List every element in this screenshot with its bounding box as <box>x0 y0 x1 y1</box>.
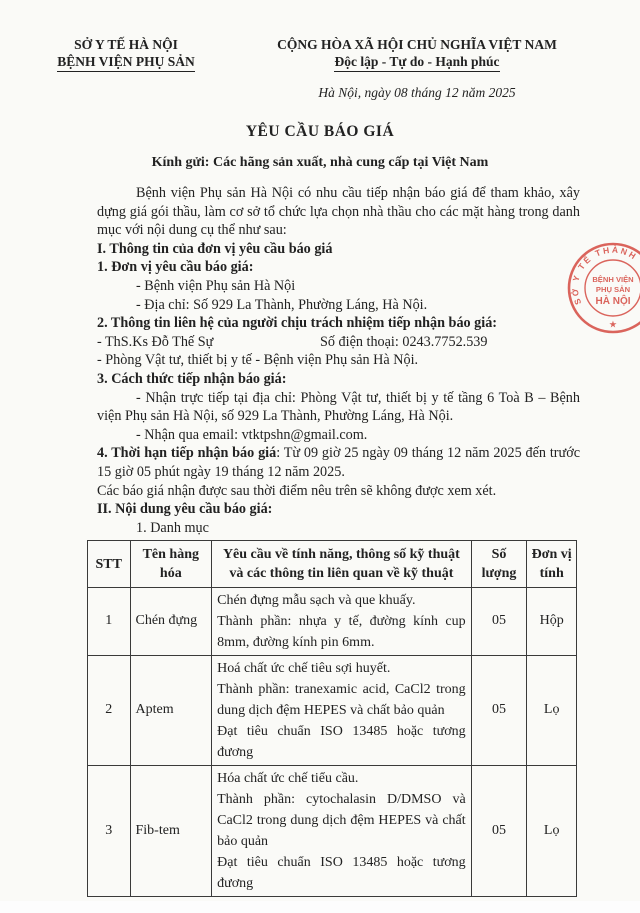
spec-line: Thành phần: cytochalasin D/DMSO và CaCl2 trong dung dịch đệm HEPES và chất bảo quản <box>217 792 466 850</box>
sub4-heading: 4. Thời hạn tiếp nhận báo giá <box>97 445 277 462</box>
section2-heading: II. Nội dung yêu cầu báo giá: <box>97 501 273 518</box>
spec-line: Chén đựng mẫu sạch và que khuấy. <box>217 593 416 609</box>
cell-spec <box>212 656 472 766</box>
cell-name: Aptem <box>130 656 212 766</box>
header-row <box>88 541 577 588</box>
national-motto-line2: Độc lập - Tự do - Hạnh phúc <box>252 53 582 72</box>
deadline-note: Các báo giá nhận được sau thời điểm nêu trên sẽ không được xem xét. <box>97 482 497 499</box>
spec-line: Đạt tiêu chuẩn ISO 13485 hoặc tương đương <box>217 855 466 892</box>
contact-row <box>97 333 580 352</box>
cell-name: Fib-tem <box>130 766 212 897</box>
stamp-star-icon: ★ <box>609 320 617 329</box>
spec-line: Hoá chất ức chế tiêu sợi huyết. <box>217 661 391 677</box>
intro-paragraph: Bệnh viện Phụ sản Hà Nội có nhu cầu tiếp nhận báo giá để tham khảo, xây dựng giá gói thầu, làm cơ sở tổ chức lựa chọn nhà thầu cho các mặt hàng trong danh mục với nội dung cụ thể như sau: <box>97 185 580 239</box>
document-body <box>97 184 580 897</box>
receive-in-person: - Nhận trực tiếp tại địa chỉ: Phòng Vật tư, thiết bị y tế tầng 6 Toà B – Bệnh viện Phụ sản Hà Nội, số 929 La Thành, Phường Láng, Hà Nội. <box>97 389 580 425</box>
unit-address: - Địa chỉ: Số 929 La Thành, Phường Láng, Hà Nội. <box>136 296 428 313</box>
cell-stt: 1 <box>88 588 131 656</box>
items-table-head <box>88 541 577 588</box>
cell-unit: Lọ <box>527 656 577 766</box>
spec-line: Thành phần: tranexamic acid, CaCl2 trong dung dịch đệm HEPES và chất bảo quản <box>217 682 466 719</box>
sub1-heading: 1. Đơn vị yêu cầu báo giá: <box>97 259 254 276</box>
national-motto-line1: CỘNG HÒA XÃ HỘI CHỦ NGHĨA VIỆT NAM <box>277 37 557 52</box>
col-header-name: Tên hàng hóa <box>130 541 212 588</box>
official-red-stamp <box>551 226 640 350</box>
salutation: Kính gửi: Các hãng sản xuất, nhà cung cấp tại Việt Nam <box>151 155 489 170</box>
col-header-qty: Số lượng <box>471 541 527 588</box>
scan-edge-artifact <box>0 901 640 913</box>
issuing-org-block <box>0 36 252 101</box>
national-header-block <box>252 36 582 101</box>
spec-line: Thành phần: nhựa y tế, đường kính cup 8mm, đường kính pin 6mm. <box>217 614 466 651</box>
sub3-heading: 3. Cách thức tiếp nhận báo giá: <box>97 370 287 387</box>
spec-line: Đạt tiêu chuẩn ISO 13485 hoặc tương đương <box>217 724 466 761</box>
contact-name: - ThS.Ks Đỗ Thế Sự <box>97 333 214 350</box>
col-header-stt: STT <box>88 541 131 588</box>
receive-by-email: - Nhận qua email: vtktpshn@gmail.com. <box>136 426 368 443</box>
contact-phone: Số điện thoại: 0243.7752.539 <box>320 333 488 350</box>
stamp-center-line1: BỆNH VIỆN <box>592 275 634 284</box>
table-row <box>88 588 577 656</box>
cell-name: Chén đựng <box>130 588 212 656</box>
cell-spec <box>212 588 472 656</box>
page-title: YÊU CẦU BÁO GIÁ <box>245 123 395 140</box>
cell-spec <box>212 766 472 897</box>
section1-heading: I. Thông tin của đơn vị yêu cầu báo giá <box>97 240 333 257</box>
org-name: BỆNH VIỆN PHỤ SẢN <box>0 53 252 72</box>
cell-qty: 05 <box>471 766 527 897</box>
cell-stt: 3 <box>88 766 131 897</box>
items-table-body <box>88 588 577 897</box>
cell-qty: 05 <box>471 588 527 656</box>
date-line: Hà Nội, ngày 08 tháng 12 năm 2025 <box>318 85 516 100</box>
items-table <box>87 540 577 897</box>
requesting-unit: - Bệnh viện Phụ sản Hà Nội <box>136 277 296 294</box>
table-row <box>88 766 577 897</box>
cell-unit: Hộp <box>527 588 577 656</box>
document-header <box>0 0 640 101</box>
deadline-paragraph <box>97 444 580 481</box>
org-parent: SỞ Y TẾ HÀ NỘI <box>74 37 178 52</box>
cell-qty: 05 <box>471 656 527 766</box>
sub2-heading: 2. Thông tin liên hệ của người chịu trách nhiệm tiếp nhận báo giá: <box>97 315 498 332</box>
table-row <box>88 656 577 766</box>
contact-department: - Phòng Vật tư, thiết bị y tế - Bệnh viện Phụ sản Hà Nội. <box>97 352 419 369</box>
stamp-ring-text: SỞ Y TẾ THÀNH <box>569 244 640 307</box>
cell-unit: Lọ <box>527 766 577 897</box>
stamp-center-line2: PHỤ SẢN <box>595 285 631 294</box>
spec-line: Hóa chất ức chế tiểu cầu. <box>217 771 359 787</box>
col-header-unit: Đơn vị tính <box>527 541 577 588</box>
list-label: 1. Danh mục <box>136 519 209 536</box>
deadline-text: : Từ 09 giờ 25 ngày 09 tháng 12 năm 2025 đến trước 15 giờ 05 phút ngày 19 tháng 12 năm 2025. <box>97 445 580 480</box>
cell-stt: 2 <box>88 656 131 766</box>
col-header-spec: Yêu cầu về tính năng, thông số kỹ thuật và các thông tin liên quan về kỹ thuật <box>212 541 472 588</box>
stamp-center-line3: HÀ NỘI <box>595 296 631 307</box>
